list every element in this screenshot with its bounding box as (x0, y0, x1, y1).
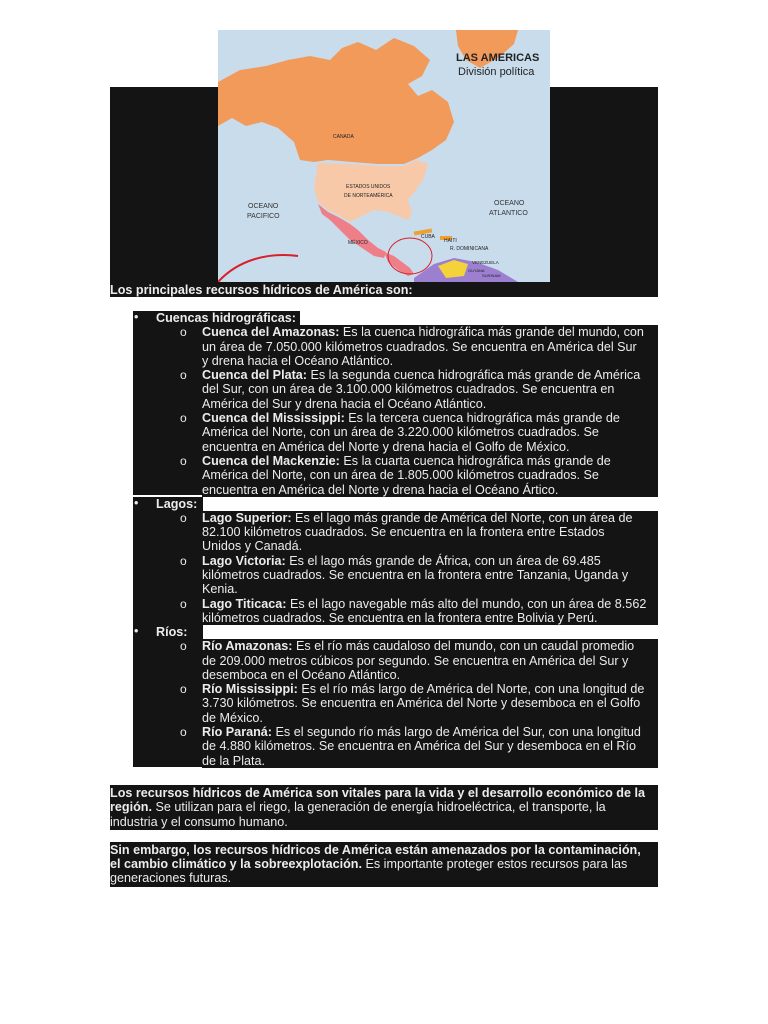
map-label-dominicana: R. DOMINICANA (450, 246, 489, 252)
paragraph-bold: región. (110, 800, 152, 815)
map-label-atlantic-2: ATLANTICO (489, 210, 528, 217)
paragraph-bold: Los recursos hídricos de América son vitales para la vida y el desarrollo económico de la (110, 785, 645, 800)
paragraph-bold: el cambio climático y la sobreexplotación. (110, 857, 362, 872)
paragraph-text: Se utilizan para el riego, la generación de energía hidroeléctrica, el transporte, la (151, 800, 606, 815)
map-label-canada: CANADA (333, 134, 354, 140)
list-item-text: Es la cuarta cuenca hidrográfica más grande de América del Norte, con un área de 1.805.000 kilómetros cuadrados. Se encuentra en América del Norte y drena hacia el Océano Ártico. (202, 453, 611, 497)
bullet-dot-icon: • (134, 624, 139, 639)
list-item: o Lago Victoria: Es el lago más grande de África, con un área de 69.485 kilómetros cuadrados. Se encuentra en la frontera entre Tanzania, Uganda y Kenia. (110, 554, 658, 597)
list-item-text: Es la segunda cuenca hidrográfica más grande de América del Sur, con un área de 3.100.000 kilómetros cuadrados. Se encuentra en América del Sur y drena hacia el Océano Atlántico. (202, 368, 641, 411)
map-label-guyana: GUYANA (468, 268, 485, 273)
map-label-usa-2: DE NORTEAMÉRICA (344, 193, 393, 199)
list-item: o Cuenca del Plata: Es la segunda cuenca hidrográfica más grande de América del Sur, con un área de 3.100.000 kilómetros cuadrados. Se encuentra en América del Sur y drena hacia el Océano Atlántico. (110, 368, 658, 411)
paragraph-text: industria y el consumo humano. (110, 814, 288, 829)
bullet-dot-icon: • (134, 495, 139, 510)
list-item-text: Es el lago navegable más alto del mundo, con un área de 8.562 kilómetros cuadrados. Se encuentra en la frontera entre Bolivia y Perú. (202, 596, 647, 625)
list-item-text: Es la cuenca hidrográfica más grande del mundo, con un área de 7.050.000 kilómetros cuadrados. Se encuentra en América del Sur y drena hacia el Océano Atlántico. (202, 325, 644, 368)
map-label-venezuela: VENEZUELA (472, 260, 499, 265)
intro-text: Los principales recursos hídricos de América son: (110, 282, 658, 297)
map-subtitle: División política (458, 66, 535, 78)
map-label-usa-1: ESTADOS UNIDOS (346, 184, 391, 190)
map-title: LAS AMERICAS (456, 52, 540, 64)
map-label-pacific-1: OCEANO (248, 203, 279, 210)
section-rios (110, 625, 658, 768)
list-item-text: Es el lago más grande de África, con un área de 69.485 kilómetros cuadrados. Se encuentra en la frontera entre Tanzania, Uganda y Kenia. (202, 553, 629, 597)
circle-bullet-icon: o (180, 325, 187, 340)
list-item: o Cuenca del Amazonas: Es la cuenca hidrográfica más grande del mundo, con un área de 7.050.000 kilómetros cuadrados. Se encuentra en América del Sur y drena hacia el Océano Atlántico. (110, 325, 658, 368)
list-item-text: Es el río más largo de América del Norte, con una longitud de 3.730 kilómetros. Se encuentra en América del Norte y desemboca en el Golfo de México. (202, 682, 645, 725)
list-item: o Río Amazonas: Es el río más caudaloso del mundo, con un caudal promedio de 209.000 metros cúbicos por segundo. Se encuentra en América del Sur y desemboca en el Océano Atlántico. (110, 639, 658, 682)
list-item: o Lago Titicaca: Es el lago navegable más alto del mundo, con un área de 8.562 kilómetros cuadrados. Se encuentra en la frontera entre Bolivia y Perú. (110, 597, 658, 626)
section-heading: • Cuencas hidrográficas: (110, 311, 658, 325)
circle-bullet-icon: o (180, 682, 187, 697)
list-item: o Cuenca del Mississippi: Es la tercera cuenca hidrográfica más grande de América del Norte, con un área de 3.220.000 kilómetros cuadrados. Se encuentra en América del Norte y drena hacia el Golfo de México. (110, 411, 658, 454)
circle-bullet-icon: o (180, 725, 187, 740)
circle-bullet-icon: o (180, 510, 187, 525)
document-body (110, 282, 658, 887)
paragraph-threats (110, 842, 658, 887)
section-heading: • Ríos: (110, 625, 658, 639)
paragraph-bold: Sin embargo, los recursos hídricos de América están amenazados por la contaminación, (110, 842, 641, 857)
list-item: o Río Mississippi: Es el río más largo de América del Norte, con una longitud de 3.730 kilómetros. Se encuentra en América del Norte y desemboca en el Golfo de México. (110, 682, 658, 725)
list-item-text: Es el río más caudaloso del mundo, con un caudal promedio de 209.000 metros cúbicos por segundo. Se encuentra en América del Sur y desemboca en el Océano Atlántico. (202, 639, 635, 682)
list-item: o Cuenca del Mackenzie: Es la cuarta cuenca hidrográfica más grande de América del Norte, con un área de 1.805.000 kilómetros cuadrados. Se encuentra en América del Norte y drena hacia el Océano Ártico. (110, 454, 658, 497)
circle-bullet-icon: o (180, 596, 187, 611)
list-item-text: Es el lago más grande de América del Norte, con un área de 82.100 kilómetros cuadrados. Se encuentra en la frontera entre Estados Unidos y Canadá. (202, 510, 633, 554)
map-label-cuba: CUBA (421, 234, 435, 240)
map-label-atlantic-1: OCEANO (494, 200, 525, 207)
list-item: o Lago Superior: Es el lago más grande de América del Norte, con un área de 82.100 kilómetros cuadrados. Se encuentra en la frontera entre Estados Unidos y Canadá. (110, 511, 658, 554)
section-heading: • Lagos: (110, 497, 658, 511)
list-item-text: Es la tercera cuenca hidrográfica más grande de América del Norte, con un área de 3.220.000 kilómetros cuadrados. Se encuentra en América del Norte y drena hacia el Golfo de México. (202, 411, 620, 454)
map-label-haiti: HAITI (444, 238, 457, 244)
bullet-dot-icon: • (134, 310, 139, 325)
list-item-text: Es el segundo río más largo de América del Sur, con una longitud de 4.880 kilómetros. Se encuentra en América del Sur y desemboca en el Río de la Plata. (202, 725, 641, 768)
circle-bullet-icon: o (180, 453, 187, 468)
circle-bullet-icon: o (180, 368, 187, 383)
paragraph-importance (110, 785, 658, 830)
circle-bullet-icon: o (180, 639, 187, 654)
section-cuencas (110, 311, 658, 497)
circle-bullet-icon: o (180, 411, 187, 426)
paragraph-text: generaciones futuras. (110, 871, 232, 886)
map-label-mexico: MÉXICO (348, 240, 368, 246)
map-label-pacific-2: PACIFICO (247, 213, 280, 220)
list-item: o Río Paraná: Es el segundo río más largo de América del Sur, con una longitud de 4.880 kilómetros. Se encuentra en América del Sur y desemboca en el Río de la Plata. (110, 725, 658, 768)
americas-political-map (218, 30, 550, 282)
circle-bullet-icon: o (180, 553, 187, 568)
section-lagos (110, 497, 658, 625)
paragraph-text: Es importante proteger estos recursos para las (361, 857, 628, 872)
map-label-surinam: SURINAM (482, 273, 501, 278)
